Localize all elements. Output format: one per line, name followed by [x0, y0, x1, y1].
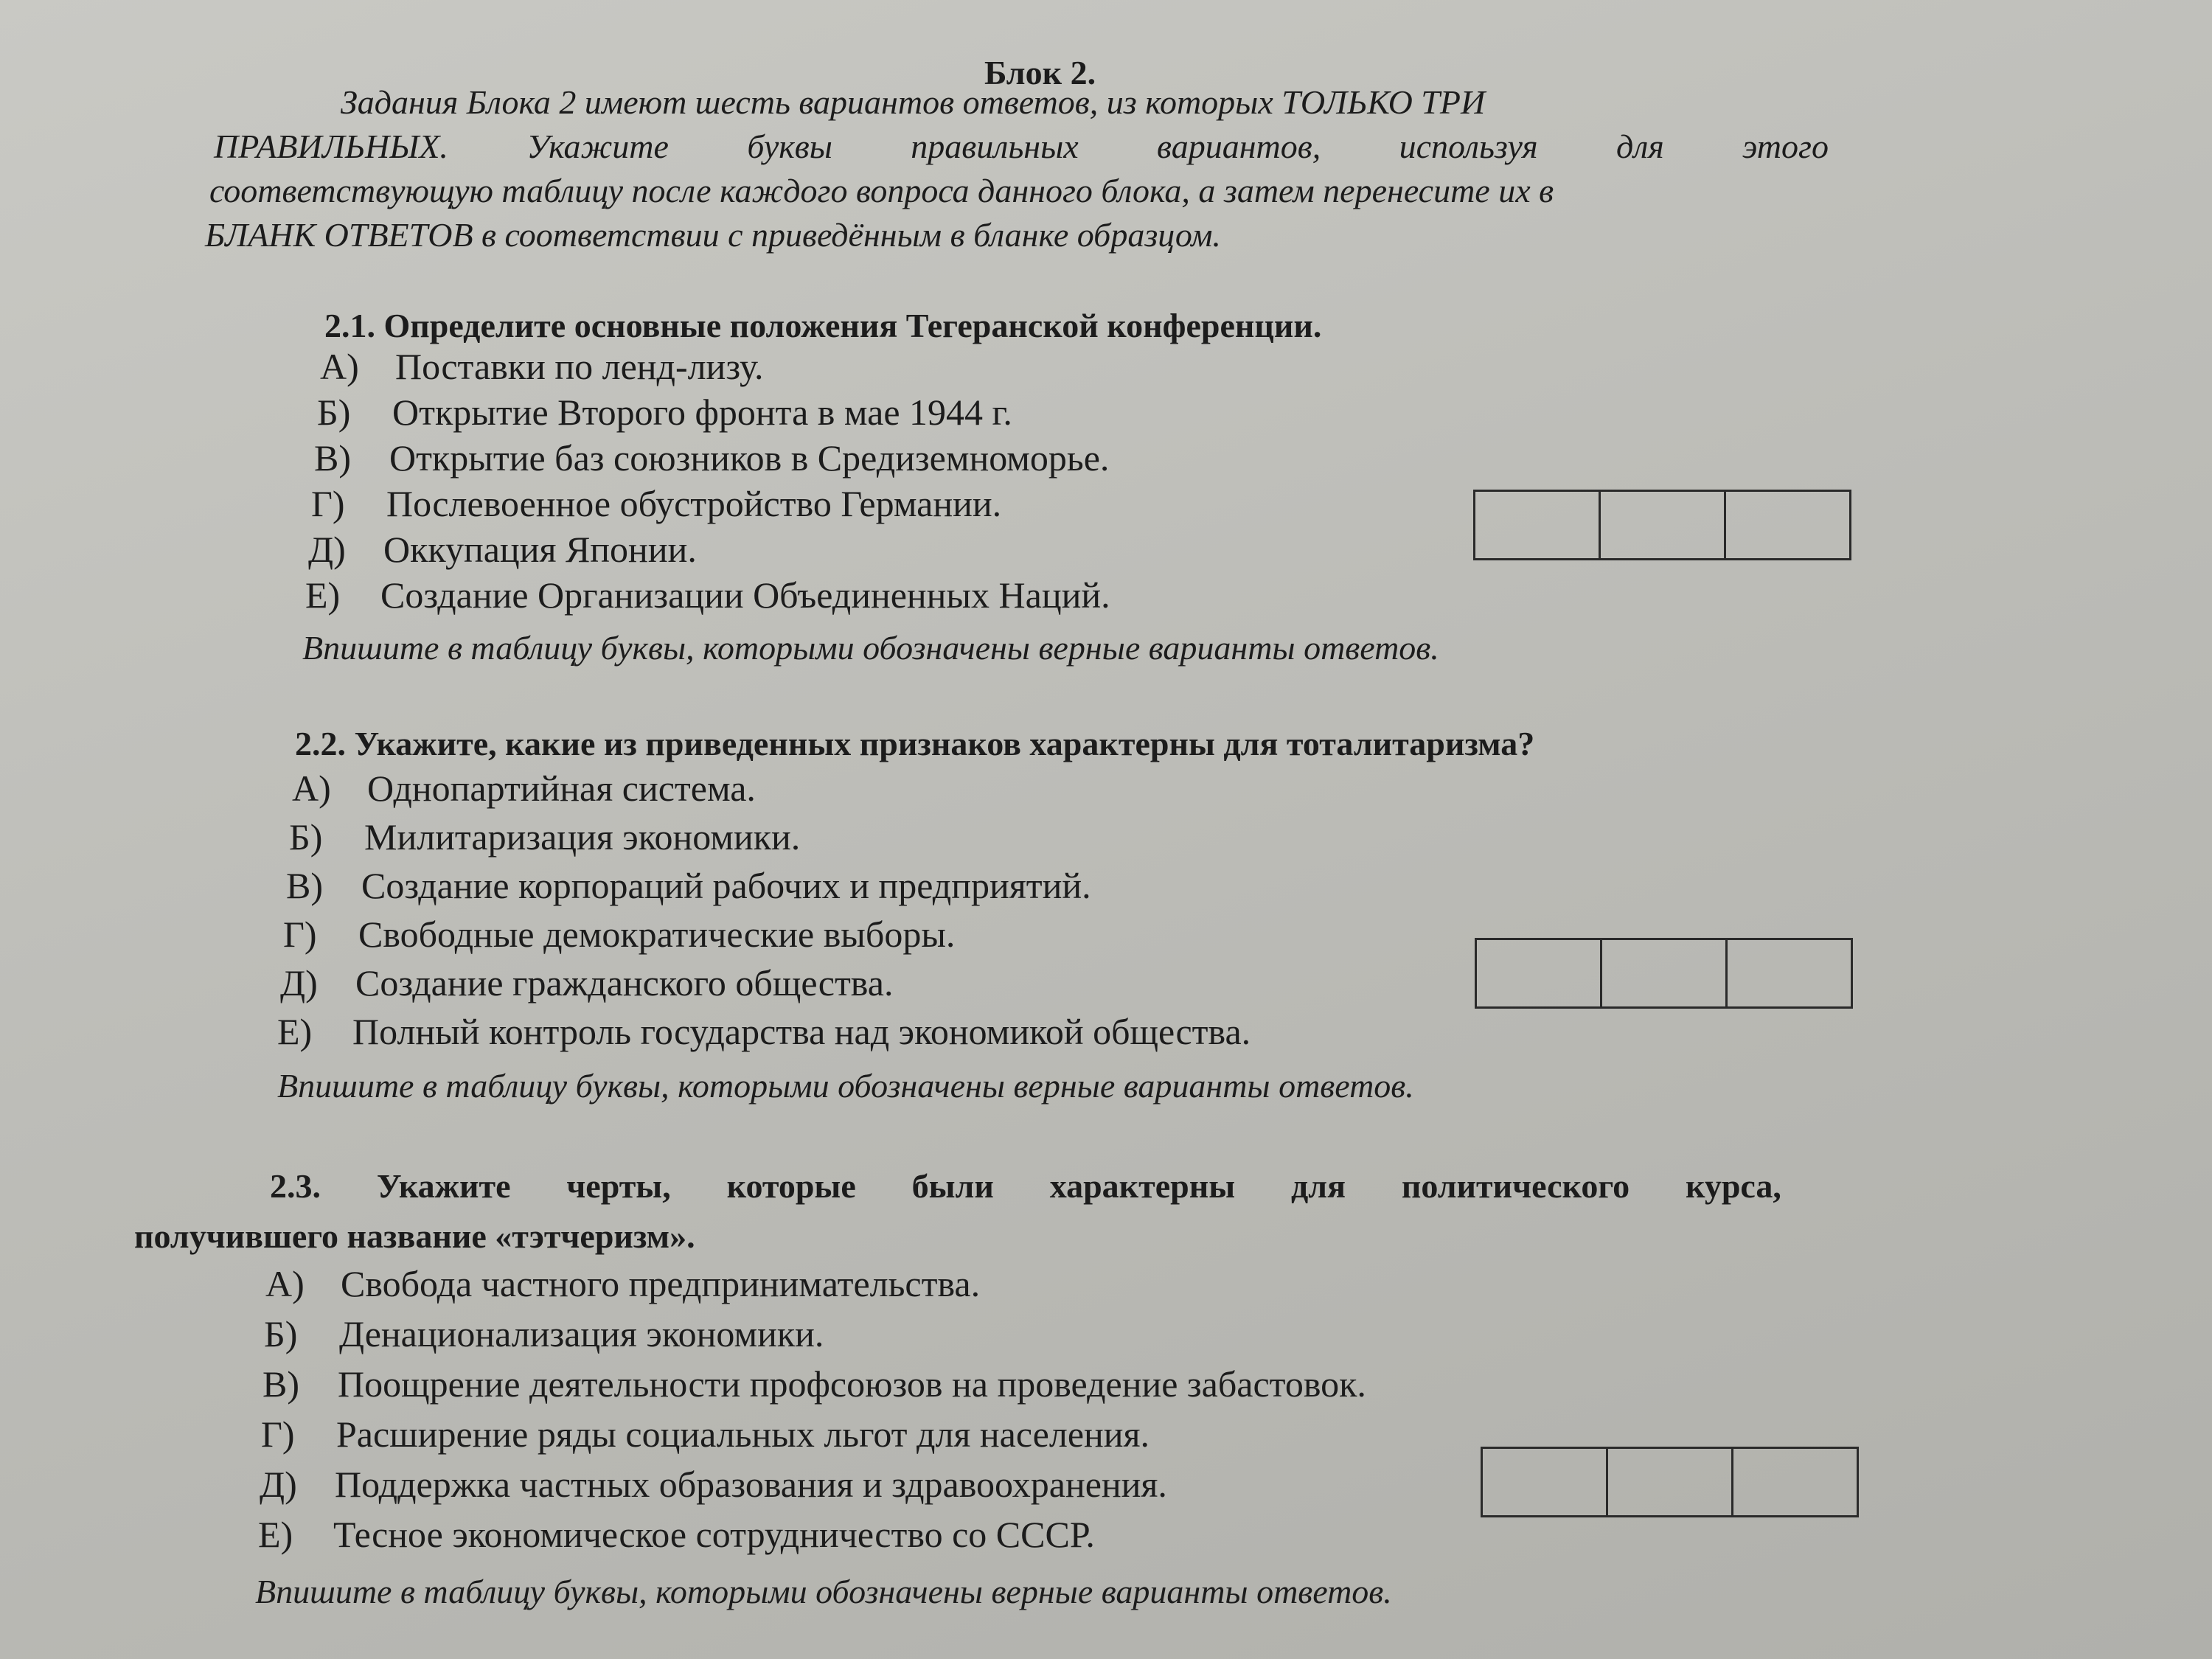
question-title-continued: получившего название «тэтчеризм». [134, 1217, 695, 1255]
answer-option [283, 913, 955, 956]
title-word: характерны [1049, 1167, 1236, 1205]
option-text: Тесное экономическое сотрудничество со СССР. [333, 1514, 1095, 1555]
answer-cell[interactable] [1731, 1449, 1857, 1515]
option-text: Оккупация Японии. [383, 529, 697, 570]
intro-word: Укажите [526, 128, 669, 165]
intro-line: соответствующую таблицу после каждого вопроса данного блока, а затем перенесите их в [209, 172, 1554, 209]
title-word: были [911, 1167, 994, 1205]
option-text: Создание Организации Объединенных Наций. [380, 574, 1110, 616]
title-word: политического [1401, 1167, 1630, 1205]
option-letter: А) [320, 346, 359, 387]
answer-option [258, 1513, 1095, 1556]
answer-option [292, 767, 756, 810]
question-title [270, 1166, 1781, 1206]
option-letter: Д) [308, 529, 346, 570]
intro-word: ПРАВИЛЬНЫХ. [214, 128, 448, 165]
title-word: для [1291, 1167, 1346, 1205]
option-letter: А) [292, 768, 331, 809]
answer-cell[interactable] [1724, 492, 1849, 558]
answer-cell[interactable] [1483, 1449, 1606, 1515]
title-word: 2.3. [270, 1167, 321, 1205]
instruction-text: Впишите в таблицу буквы, которыми обозначены верные варианты ответов. [255, 1573, 1392, 1610]
option-letter: Е) [258, 1514, 293, 1555]
answer-box[interactable] [1481, 1447, 1859, 1517]
option-text: Милитаризация экономики. [364, 816, 801, 858]
option-letter: В) [262, 1363, 299, 1405]
option-letter: Г) [311, 483, 345, 524]
answer-option [280, 961, 893, 1004]
answer-option [286, 864, 1091, 907]
option-letter: Г) [283, 914, 317, 955]
title-word: которые [726, 1167, 856, 1205]
title-word: курса, [1685, 1167, 1781, 1205]
title-word: Укажите [376, 1167, 511, 1205]
option-text: Полный контроль государства над экономикой общества. [352, 1011, 1251, 1052]
title-word: черты, [566, 1167, 671, 1205]
option-text: Свободные демократические выборы. [358, 914, 956, 955]
intro-word: буквы [747, 128, 832, 165]
intro-line [214, 127, 1829, 166]
option-letter: В) [314, 437, 351, 479]
answer-option [262, 1363, 1366, 1405]
option-text: Свобода частного предпринимательства. [341, 1263, 981, 1304]
instruction-text: Впишите в таблицу буквы, которыми обозначены верные варианты ответов. [302, 629, 1439, 667]
answer-cell[interactable] [1599, 492, 1724, 558]
option-text: Денационализация экономики. [339, 1313, 824, 1354]
answer-option [305, 574, 1110, 616]
option-text: Открытие Второго фронта в мае 1944 г. [392, 392, 1012, 433]
option-letter: В) [286, 865, 323, 906]
answer-option [264, 1312, 824, 1355]
answer-option [320, 345, 764, 388]
answer-cell[interactable] [1725, 940, 1851, 1006]
option-text: Поощрение деятельности профсоюзов на проведение забастовок. [338, 1363, 1366, 1405]
option-text: Поддержка частных образования и здравоохранения. [335, 1464, 1167, 1505]
intro-word: правильных [911, 128, 1079, 165]
answer-box[interactable] [1475, 938, 1853, 1009]
option-letter: А) [265, 1263, 305, 1304]
answer-option [277, 1010, 1251, 1053]
answer-option [317, 391, 1012, 434]
answer-option [260, 1463, 1167, 1506]
option-letter: Д) [260, 1464, 297, 1505]
option-text: Открытие баз союзников в Средиземноморье. [389, 437, 1110, 479]
intro-line: БЛАНК ОТВЕТОВ в соответствии с приведённым в бланке образцом. [205, 216, 1221, 254]
option-text: Создание гражданского общества. [355, 962, 894, 1004]
option-text: Создание корпораций рабочих и предприятий. [361, 865, 1091, 906]
intro-word: вариантов, [1157, 128, 1321, 165]
answer-option [289, 815, 800, 858]
answer-box[interactable] [1473, 490, 1851, 560]
option-text: Расширение ряды социальных льгот для населения. [336, 1413, 1150, 1455]
answer-option [311, 482, 1001, 525]
instruction-text: Впишите в таблицу буквы, которыми обозначены верные варианты ответов. [277, 1067, 1414, 1105]
option-letter: Г) [261, 1413, 295, 1455]
answer-cell[interactable] [1606, 1449, 1731, 1515]
answer-cell[interactable] [1477, 940, 1600, 1006]
option-letter: Д) [280, 962, 318, 1004]
option-letter: Б) [317, 392, 351, 433]
option-letter: Е) [277, 1011, 313, 1052]
question-title: 2.1. Определите основные положения Тегеранской конференции. [324, 307, 1322, 344]
option-letter: Б) [289, 816, 323, 858]
option-text: Однопартийная система. [367, 768, 756, 809]
block-title: Блок 2. [984, 54, 1096, 91]
answer-option [314, 437, 1109, 479]
intro-word: используя [1399, 128, 1538, 165]
answer-cell[interactable] [1475, 492, 1599, 558]
question-title: 2.2. Укажите, какие из приведенных признаков характерны для тоталитаризма? [295, 725, 1535, 762]
option-text: Послевоенное обустройство Германии. [386, 483, 1002, 524]
option-text: Поставки по ленд-лизу. [395, 346, 764, 387]
answer-option [261, 1413, 1150, 1455]
answer-option [308, 528, 697, 571]
answer-cell[interactable] [1600, 940, 1725, 1006]
answer-option [265, 1262, 980, 1305]
intro-word: этого [1742, 128, 1829, 165]
intro-line: Задания Блока 2 имеют шесть вариантов ответов, из которых ТОЛЬКО ТРИ [341, 83, 1486, 121]
option-letter: Е) [305, 574, 341, 616]
intro-word: для [1616, 128, 1664, 165]
option-letter: Б) [264, 1313, 298, 1354]
